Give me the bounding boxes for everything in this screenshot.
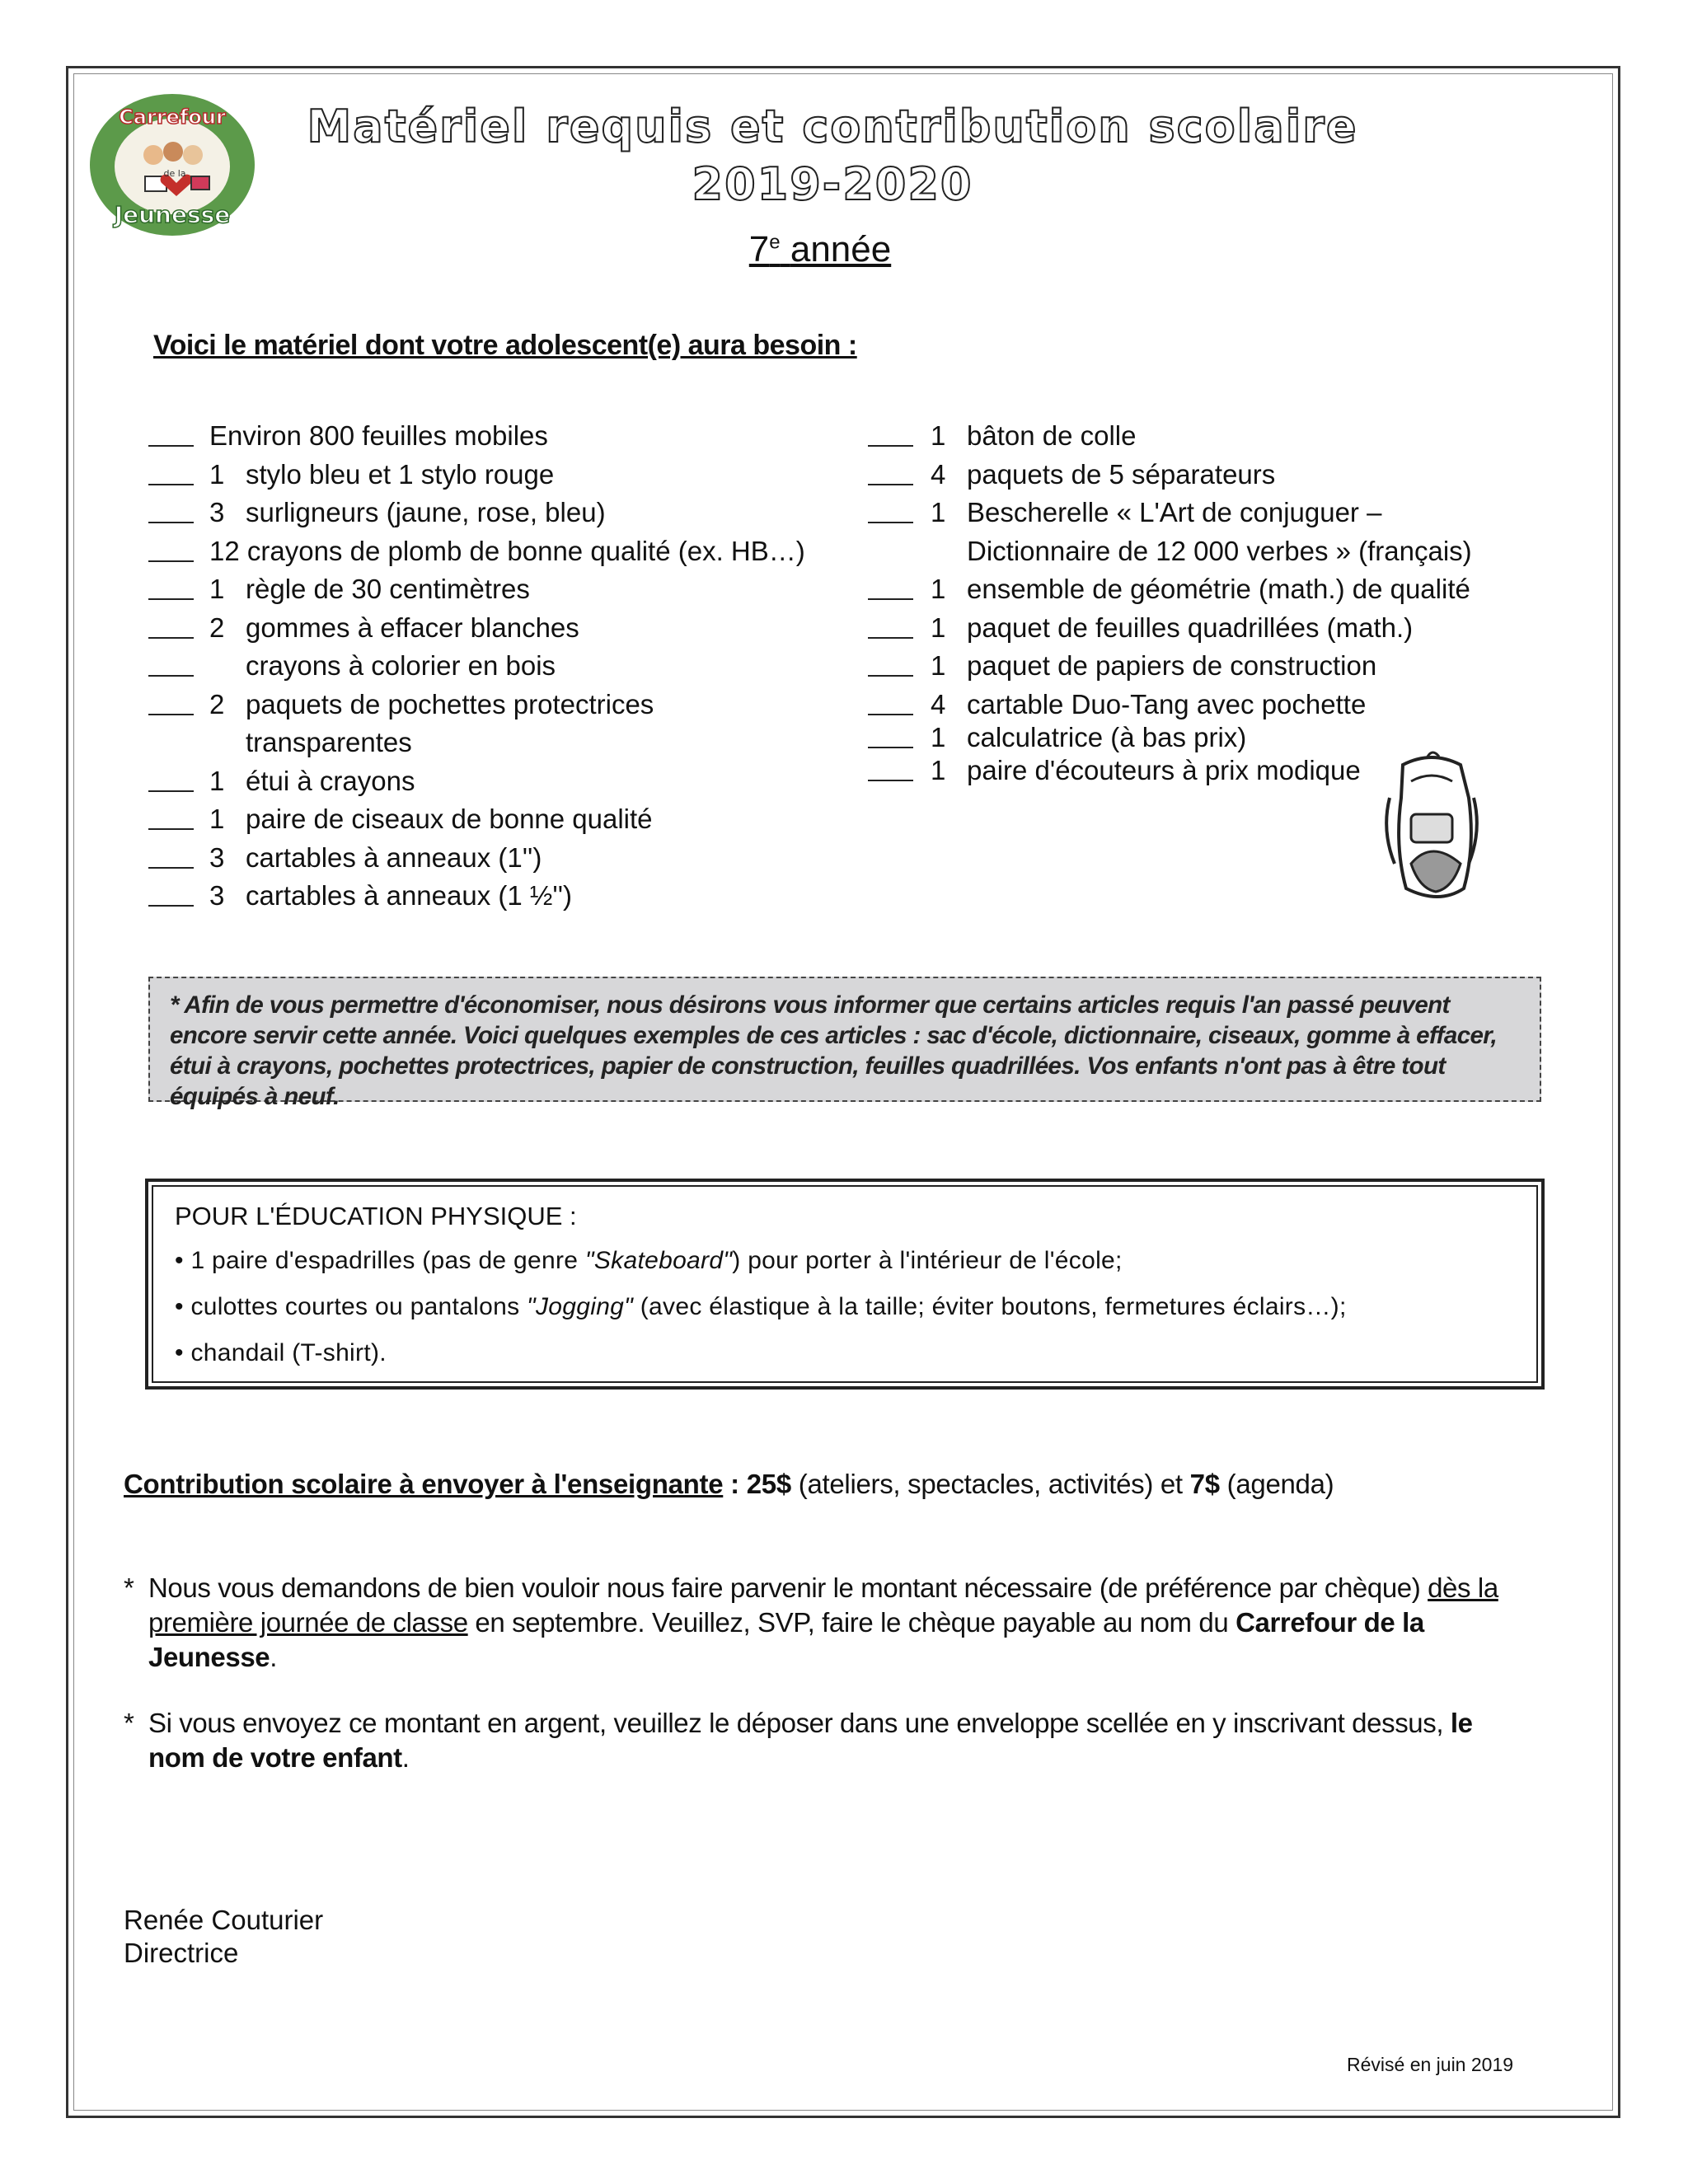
item-text: transparentes <box>246 727 412 757</box>
list-item <box>148 762 874 801</box>
list-item <box>868 494 1577 532</box>
list-item <box>868 570 1577 609</box>
list-item <box>148 724 874 762</box>
item-text: paquet de papiers de construction <box>967 650 1377 681</box>
list-item <box>148 456 874 494</box>
list-item <box>868 647 1577 686</box>
list-item <box>148 417 874 456</box>
item-text: ensemble de géométrie (math.) de qualité <box>967 574 1470 604</box>
logo-text-bottom: Jeunesse <box>114 201 231 228</box>
item-text: Bescherelle « L'Art de conjuguer – <box>967 497 1382 527</box>
school-logo <box>86 91 259 239</box>
item-quantity: 1 <box>209 804 225 834</box>
contribution-line: Contribution scolaire à envoyer à l'enseignante : 25$ (ateliers, spectacles, activités) et 7$ (agenda) <box>124 1469 1334 1499</box>
item-text: cartable Duo-Tang avec pochette <box>967 688 1367 719</box>
item-quantity: 3 <box>209 880 225 911</box>
pe-item-shirt: • chandail (T-shirt). <box>175 1339 387 1366</box>
list-item <box>148 570 874 609</box>
item-text: Dictionnaire de 12 000 verbes » (français) <box>967 535 1472 566</box>
intro-heading: Voici le matériel dont votre adolescent(e) aura besoin : <box>153 330 857 361</box>
list-item <box>148 494 874 532</box>
list-item <box>868 609 1577 648</box>
item-text: Environ 800 feuilles mobiles <box>209 420 548 451</box>
pe-title: POUR L'ÉDUCATION PHYSIQUE : <box>175 1202 577 1230</box>
grade-level: 7e année <box>748 229 892 269</box>
item-quantity: 2 <box>209 688 225 719</box>
list-item <box>868 532 1577 571</box>
item-quantity: 4 <box>931 688 946 719</box>
pe-item-shorts: • culottes courtes ou pantalons "Jogging" (avec élastique à la taille; éviter boutons, fermetures éclairs…); <box>175 1293 1347 1320</box>
item-quantity: 4 <box>931 458 946 490</box>
item-text: étui à crayons <box>246 765 415 796</box>
list-item <box>148 839 874 878</box>
item-quantity: 1 <box>931 721 946 752</box>
signature-role: Directrice <box>124 1938 239 1968</box>
item-quantity: 1 <box>931 650 946 681</box>
item-quantity: 1 <box>209 458 225 490</box>
list-item <box>148 800 874 839</box>
physical-education-box <box>145 1179 1545 1390</box>
list-item <box>148 609 874 648</box>
list-item <box>148 647 874 686</box>
item-quantity: 1 <box>209 574 225 604</box>
item-quantity: 1 <box>931 420 946 451</box>
item-quantity: 1 <box>209 765 225 796</box>
list-item <box>148 532 874 571</box>
item-text: cartables à anneaux (1 ½'') <box>246 880 572 911</box>
list-item <box>148 877 874 916</box>
item-quantity: 3 <box>209 497 225 527</box>
revision-date: Révisé en juin 2019 <box>1347 2054 1514 2075</box>
page-year: 2019-2020 <box>692 158 973 210</box>
signature-block <box>124 1904 323 1970</box>
supply-list-right <box>868 417 1577 790</box>
item-quantity: 1 <box>931 754 946 785</box>
list-item <box>868 417 1577 456</box>
item-quantity: 1 <box>931 497 946 527</box>
pe-item-shoes: • 1 paire d'espadrilles (pas de genre "Skateboard") pour porter à l'intérieur de l'école; <box>175 1247 1123 1274</box>
item-text: crayons à colorier en bois <box>246 650 556 681</box>
list-item <box>148 686 874 724</box>
item-text: paquets de 5 séparateurs <box>967 458 1276 490</box>
supply-list-left <box>148 417 874 916</box>
list-item <box>868 686 1577 719</box>
item-text: surligneurs (jaune, rose, bleu) <box>246 497 606 527</box>
item-quantity: 3 <box>209 841 225 873</box>
item-text: paire de ciseaux de bonne qualité <box>246 804 653 834</box>
item-text: paquets de pochettes protectrices <box>246 688 654 719</box>
cash-instructions: * Si vous envoyez ce montant en argent, veuillez le déposer dans une enveloppe scellée en y inscrivant dessus, le nom de votre enfant. <box>124 1708 1473 1773</box>
item-text: calculatrice (à bas prix) <box>967 721 1247 752</box>
list-item <box>868 456 1577 494</box>
item-quantity: 1 <box>931 574 946 604</box>
item-text: paire d'écouteurs à prix modique <box>967 754 1361 785</box>
backpack-icon <box>1378 748 1485 907</box>
item-text: règle de 30 centimètres <box>246 574 530 604</box>
logo-text-mid: de la <box>163 168 186 179</box>
item-text: paquet de feuilles quadrillées (math.) <box>967 612 1414 643</box>
item-quantity: 1 <box>931 612 946 643</box>
signature-name: Renée Couturier <box>124 1905 324 1935</box>
item-text: cartables à anneaux (1'') <box>246 841 542 873</box>
logo-text-top: Carrefour <box>119 105 226 129</box>
savings-note: * Afin de vous permettre d'économiser, nous désirons vous informer que certains articles requis l'an passé peuvent encore servir cette année. Voici quelques exemples de ces articles : sac d'école, dictionnaire, ciseaux, gomme à effacer, étui à crayons, pochettes protectrices, papier de construction, feuilles quadrillées. Vos enfants n'ont pas à être tout équipés à neuf. <box>148 977 1541 1102</box>
page-title: Matériel requis et contribution scolaire <box>307 101 1358 152</box>
item-text: bâton de colle <box>967 420 1137 451</box>
list-item <box>868 719 1577 752</box>
item-text: gommes à effacer blanches <box>246 612 579 643</box>
item-text: stylo bleu et 1 stylo rouge <box>246 458 555 490</box>
item-quantity: 2 <box>209 612 225 643</box>
item-text: 12 crayons de plomb de bonne qualité (ex. HB…) <box>209 535 805 566</box>
payment-instructions: * Nous vous demandons de bien vouloir nous faire parvenir le montant nécessaire (de préférence par chèque) dès la première journée de classe en septembre. Veuillez, SVP, faire le chèque payable au nom du Carrefour de la Jeunesse. <box>124 1572 1498 1672</box>
